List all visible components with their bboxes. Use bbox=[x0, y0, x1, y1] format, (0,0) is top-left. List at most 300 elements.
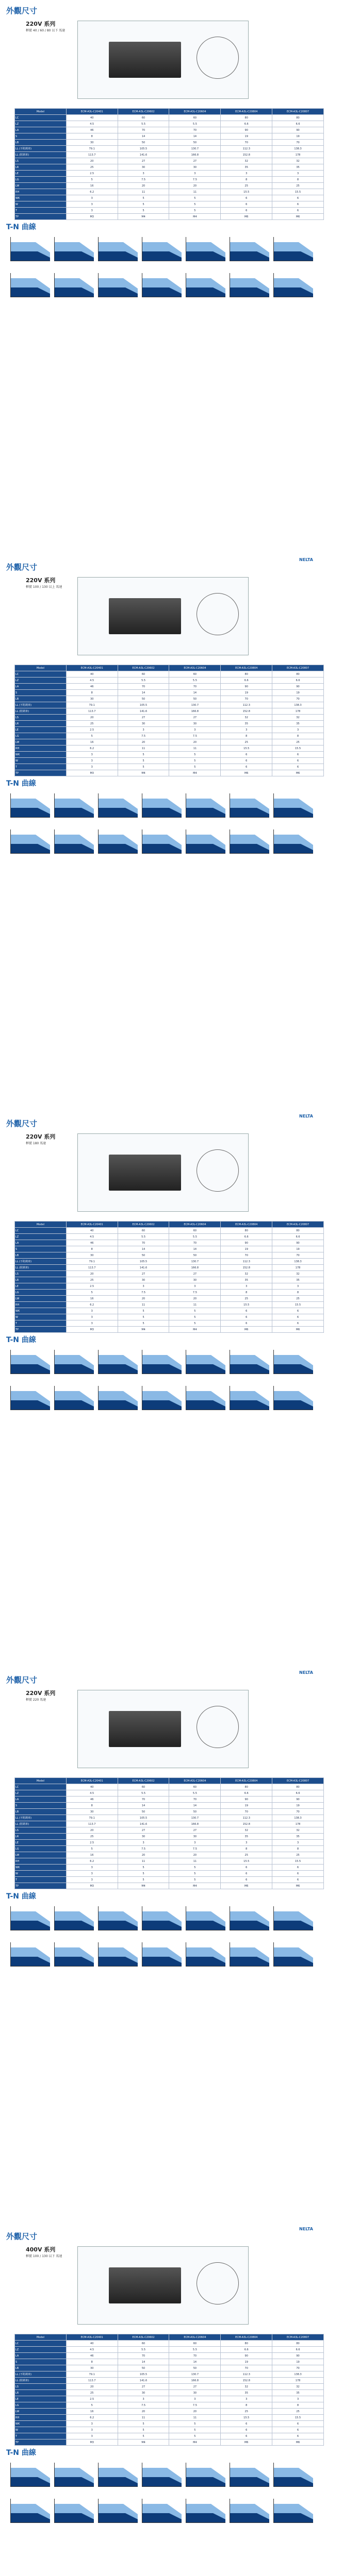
table-cell: 166.8 bbox=[169, 1265, 221, 1271]
table-header-cell: ECM-A3L-C20401 bbox=[66, 1778, 118, 1784]
table-cell: 112.3 bbox=[221, 702, 272, 708]
table-cell: 178 bbox=[272, 1265, 324, 1271]
table-cell: 105.5 bbox=[118, 1815, 169, 1821]
table-header-cell: ECM-A3L-C20401 bbox=[66, 1222, 118, 1228]
table-cell: 6.2 bbox=[66, 189, 118, 195]
table-row bbox=[15, 177, 324, 183]
table-row bbox=[15, 1314, 324, 1320]
table-cell: 6 bbox=[272, 2427, 324, 2433]
table-cell: 6 bbox=[272, 1308, 324, 1314]
table-row bbox=[15, 715, 324, 721]
table-row bbox=[15, 690, 324, 696]
table-cell: M6 bbox=[221, 1883, 272, 1889]
table-header-cell: ECM-A3L-C20804 bbox=[221, 1222, 272, 1228]
table-cell: 50 bbox=[118, 1809, 169, 1815]
tn-curve-row bbox=[10, 237, 313, 261]
table-cell: 11 bbox=[118, 1302, 169, 1308]
table-row bbox=[15, 1815, 324, 1821]
table-cell: 90 bbox=[272, 2353, 324, 2359]
table-cell: 8 bbox=[221, 1290, 272, 1296]
table-cell: 15.5 bbox=[272, 2415, 324, 2421]
table-cell: 6 bbox=[272, 758, 324, 764]
table-header-cell: Model bbox=[15, 1778, 67, 1784]
row-label: WK bbox=[15, 195, 67, 201]
tn-curve-plot bbox=[55, 829, 94, 853]
table-cell: 11 bbox=[169, 1858, 221, 1865]
table-row bbox=[15, 208, 324, 214]
table-cell: 5.5 bbox=[169, 677, 221, 684]
table-row bbox=[15, 1871, 324, 1877]
table-cell: 3 bbox=[66, 195, 118, 201]
table-cell: 80 bbox=[221, 1784, 272, 1790]
tn-curve-plot bbox=[11, 1942, 50, 1966]
tn-curve-plot bbox=[274, 237, 313, 261]
motor-body-drawing bbox=[109, 2267, 181, 2303]
table-cell: 79.1 bbox=[66, 1259, 118, 1265]
tn-curve-chart bbox=[54, 829, 94, 854]
table-cell: 2.5 bbox=[66, 1283, 118, 1290]
table-cell: 70 bbox=[221, 696, 272, 702]
row-label: LR bbox=[15, 721, 67, 727]
table-cell: 60 bbox=[169, 115, 221, 121]
table-cell: M3 bbox=[66, 1883, 118, 1889]
table-row bbox=[15, 684, 324, 690]
tn-curve-chart bbox=[186, 2463, 225, 2487]
table-cell: M6 bbox=[221, 2439, 272, 2446]
table-row bbox=[15, 1797, 324, 1803]
table-cell: 35 bbox=[221, 1834, 272, 1840]
tn-curve-plot bbox=[99, 793, 138, 817]
table-cell: M6 bbox=[272, 770, 324, 776]
table-cell: 113.7 bbox=[66, 1265, 118, 1271]
table-row bbox=[15, 702, 324, 708]
table-cell: 3 bbox=[272, 727, 324, 733]
tn-curve-chart bbox=[230, 273, 269, 297]
table-cell: 5 bbox=[169, 1314, 221, 1320]
row-label: W bbox=[15, 758, 67, 764]
table-cell: 50 bbox=[169, 140, 221, 146]
table-cell: 6.6 bbox=[221, 121, 272, 127]
tn-curve-chart bbox=[142, 1386, 182, 1410]
table-cell: 70 bbox=[272, 140, 324, 146]
table-row bbox=[15, 696, 324, 702]
table-cell: 6 bbox=[221, 752, 272, 758]
table-cell: 7.5 bbox=[118, 177, 169, 183]
table-cell: 27 bbox=[169, 715, 221, 721]
table-row bbox=[15, 1883, 324, 1889]
table-cell: 5.5 bbox=[169, 2347, 221, 2353]
table-cell: 70 bbox=[169, 127, 221, 133]
tn-curve-plot bbox=[11, 1906, 50, 1930]
table-cell: 166.8 bbox=[169, 708, 221, 715]
table-cell: 46 bbox=[66, 1797, 118, 1803]
tn-curve-plot bbox=[186, 237, 225, 261]
tn-curve-chart bbox=[230, 1942, 269, 1967]
tn-curve-chart bbox=[186, 1386, 225, 1410]
table-cell: 70 bbox=[169, 1797, 221, 1803]
tn-curve-chart bbox=[273, 1386, 313, 1410]
tn-curve-chart bbox=[10, 793, 50, 818]
tn-curve-plot bbox=[142, 1906, 182, 1930]
table-cell: 6 bbox=[221, 2421, 272, 2427]
table-header-cell: ECM-A3L-C20602 bbox=[118, 665, 169, 671]
table-cell: 138.3 bbox=[272, 702, 324, 708]
table-cell: 32 bbox=[272, 1827, 324, 1834]
row-label: S bbox=[15, 1803, 67, 1809]
tn-curve-plot bbox=[186, 1906, 225, 1930]
table-cell: 70 bbox=[169, 684, 221, 690]
table-header-cell: ECM-A3L-C20807 bbox=[272, 1778, 324, 1784]
table-cell: 70 bbox=[221, 1809, 272, 1815]
table-cell: 130.7 bbox=[169, 2371, 221, 2378]
table-cell: 90 bbox=[221, 1240, 272, 1246]
tn-curve-row bbox=[10, 1906, 313, 1930]
table-cell: 6.2 bbox=[66, 745, 118, 752]
table-cell: 11 bbox=[169, 2415, 221, 2421]
tn-curve-plot bbox=[55, 1350, 94, 1374]
table-row bbox=[15, 1803, 324, 1809]
tn-curve-chart bbox=[142, 237, 182, 261]
tn-curve-plot bbox=[274, 273, 313, 297]
table-header-cell: ECM-A3L-C20807 bbox=[272, 2334, 324, 2341]
tn-curve-chart bbox=[273, 2463, 313, 2487]
table-cell: 70 bbox=[169, 1240, 221, 1246]
table-cell: 25 bbox=[66, 2390, 118, 2396]
table-cell: 14 bbox=[169, 1246, 221, 1252]
row-label: LL (不附剎車) bbox=[15, 146, 67, 152]
row-label: TP bbox=[15, 2439, 67, 2446]
tn-curve-title: T-N 曲線 bbox=[6, 2449, 36, 2457]
table-cell: 25 bbox=[66, 1834, 118, 1840]
row-label: LL (不附剎車) bbox=[15, 2371, 67, 2378]
table-row bbox=[15, 2409, 324, 2415]
table-cell: 166.8 bbox=[169, 2378, 221, 2384]
table-cell: M4 bbox=[169, 1883, 221, 1889]
tn-curve-plot bbox=[99, 1386, 138, 1410]
table-cell: 46 bbox=[66, 1240, 118, 1246]
row-label: LC bbox=[15, 671, 67, 677]
tn-curve-chart bbox=[10, 1386, 50, 1410]
tn-curve-chart bbox=[186, 237, 225, 261]
table-cell: 5 bbox=[118, 1314, 169, 1320]
table-cell: 20 bbox=[66, 1271, 118, 1277]
tn-curve-plot bbox=[11, 1350, 50, 1374]
tn-curve-chart bbox=[186, 1906, 225, 1930]
tn-curve-row bbox=[10, 273, 313, 297]
table-cell: 19 bbox=[221, 2359, 272, 2365]
table-row bbox=[15, 1320, 324, 1327]
tn-curve-plot bbox=[142, 273, 182, 297]
row-label: WK bbox=[15, 752, 67, 758]
table-row bbox=[15, 733, 324, 739]
tn-curve-chart bbox=[98, 829, 138, 854]
table-cell: 15.5 bbox=[272, 189, 324, 195]
tn-curve-plot bbox=[11, 273, 50, 297]
table-cell: 60 bbox=[118, 115, 169, 121]
table-header-cell: ECM-A3L-C20804 bbox=[221, 665, 272, 671]
row-label: LC bbox=[15, 2341, 67, 2347]
series-label: 220V 系列 bbox=[26, 1690, 56, 1697]
table-row bbox=[15, 727, 324, 733]
table-header-cell: ECM-A3L-C20807 bbox=[272, 1222, 324, 1228]
motor-body-drawing bbox=[109, 598, 181, 634]
table-cell: 30 bbox=[66, 696, 118, 702]
table-cell: 50 bbox=[169, 2365, 221, 2371]
table-cell: 5.5 bbox=[118, 2347, 169, 2353]
row-label: LC bbox=[15, 1228, 67, 1234]
table-cell: 5 bbox=[118, 1308, 169, 1314]
tn-curve-chart bbox=[186, 2499, 225, 2523]
table-row bbox=[15, 1265, 324, 1271]
table-cell: 32 bbox=[221, 1827, 272, 1834]
table-cell: M6 bbox=[221, 770, 272, 776]
flange-drawing bbox=[197, 1149, 239, 1192]
tn-curve-chart bbox=[98, 2499, 138, 2523]
tn-curve-chart bbox=[230, 1906, 269, 1930]
tn-curve-row bbox=[10, 829, 313, 854]
table-cell: 3 bbox=[221, 1840, 272, 1846]
table-cell: 90 bbox=[221, 2353, 272, 2359]
table-cell: 20 bbox=[169, 2409, 221, 2415]
table-cell: 6.6 bbox=[221, 2347, 272, 2353]
table-cell: 25 bbox=[221, 2409, 272, 2415]
tn-curve-chart bbox=[230, 1386, 269, 1410]
table-cell: 80 bbox=[272, 2341, 324, 2347]
row-label: LB bbox=[15, 1809, 67, 1815]
row-label: LZ bbox=[15, 2347, 67, 2353]
series-subtitle: 框號 40 / 60 / 80 以下 馬達 bbox=[26, 29, 66, 32]
tn-curve-chart bbox=[142, 2499, 182, 2523]
table-row bbox=[15, 2402, 324, 2409]
table-cell: 40 bbox=[66, 1784, 118, 1790]
tn-curve-plot bbox=[274, 1942, 313, 1966]
table-cell: 11 bbox=[118, 1858, 169, 1865]
tn-curve-plot bbox=[274, 793, 313, 817]
table-cell: 5 bbox=[66, 1290, 118, 1296]
table-cell: 5 bbox=[118, 2427, 169, 2433]
table-cell: 4.5 bbox=[66, 677, 118, 684]
table-row bbox=[15, 671, 324, 677]
row-label: LS bbox=[15, 1827, 67, 1834]
tn-curve-plot bbox=[186, 1350, 225, 1374]
table-header-cell: ECM-A3L-C20602 bbox=[118, 1222, 169, 1228]
table-cell: 166.8 bbox=[169, 1821, 221, 1827]
table-cell: 8 bbox=[221, 177, 272, 183]
table-cell: 19 bbox=[221, 133, 272, 140]
table-cell: 152.8 bbox=[221, 1821, 272, 1827]
table-cell: M3 bbox=[66, 2439, 118, 2446]
tn-curve-chart bbox=[10, 237, 50, 261]
row-label: W bbox=[15, 1314, 67, 1320]
table-cell: M3 bbox=[66, 770, 118, 776]
row-label: T bbox=[15, 2433, 67, 2439]
table-header-cell: Model bbox=[15, 665, 67, 671]
row-label: LL (附剎車) bbox=[15, 1821, 67, 1827]
row-label: WK bbox=[15, 2421, 67, 2427]
row-label: LB bbox=[15, 140, 67, 146]
table-cell: 15.5 bbox=[221, 2415, 272, 2421]
tn-curve-plot bbox=[99, 2463, 138, 2486]
table-cell: 14 bbox=[169, 2359, 221, 2365]
tn-curve-plot bbox=[11, 2463, 50, 2486]
table-cell: 25 bbox=[66, 1277, 118, 1283]
tn-curve-chart bbox=[98, 1942, 138, 1967]
table-header-cell: ECM-A3L-C20604 bbox=[169, 109, 221, 115]
table-row bbox=[15, 2365, 324, 2371]
table-cell: 6.6 bbox=[221, 1234, 272, 1240]
tn-curve-chart bbox=[273, 829, 313, 854]
table-header-cell: ECM-A3L-C20807 bbox=[272, 665, 324, 671]
row-label: LB bbox=[15, 2365, 67, 2371]
table-cell: 70 bbox=[272, 1252, 324, 1259]
tn-curve-title: T-N 曲線 bbox=[6, 1336, 36, 1344]
tn-curve-plot bbox=[186, 1386, 225, 1410]
row-label: LA bbox=[15, 684, 67, 690]
table-cell: 7.5 bbox=[118, 1846, 169, 1852]
table-cell: 30 bbox=[118, 721, 169, 727]
table-row bbox=[15, 2439, 324, 2446]
table-cell: 6 bbox=[221, 1308, 272, 1314]
table-header-cell: ECM-A3L-C20604 bbox=[169, 665, 221, 671]
table-row bbox=[15, 2421, 324, 2427]
table-row bbox=[15, 121, 324, 127]
table-row bbox=[15, 1246, 324, 1252]
tn-curve-plot bbox=[186, 793, 225, 817]
table-cell: 3 bbox=[272, 171, 324, 177]
table-cell: 70 bbox=[221, 2365, 272, 2371]
table-cell: 90 bbox=[272, 127, 324, 133]
row-label: TP bbox=[15, 770, 67, 776]
table-cell: 35 bbox=[221, 164, 272, 171]
row-label: LE bbox=[15, 1840, 67, 1846]
table-cell: 3 bbox=[118, 1283, 169, 1290]
tn-curve-plot bbox=[186, 829, 225, 853]
table-cell: 6.6 bbox=[272, 2347, 324, 2353]
small-delta-logo: NELTA bbox=[299, 2227, 313, 2231]
tn-curve-chart bbox=[142, 793, 182, 818]
tn-curve-title: T-N 曲線 bbox=[6, 1892, 36, 1901]
table-cell: 3 bbox=[169, 171, 221, 177]
table-cell: 138.3 bbox=[272, 1815, 324, 1821]
table-cell: 80 bbox=[221, 671, 272, 677]
table-cell: 32 bbox=[272, 158, 324, 164]
tn-curve-row bbox=[10, 793, 313, 818]
tn-curve-plot bbox=[230, 1906, 269, 1930]
table-cell: 50 bbox=[169, 1252, 221, 1259]
tn-curve-plot bbox=[11, 793, 50, 817]
table-row bbox=[15, 752, 324, 758]
table-row bbox=[15, 1308, 324, 1314]
series-label: 220V 系列 bbox=[26, 21, 56, 27]
table-cell: 3 bbox=[66, 1308, 118, 1314]
tn-curve-plot bbox=[99, 829, 138, 853]
table-cell: 19 bbox=[221, 1803, 272, 1809]
table-row bbox=[15, 764, 324, 770]
table-cell: 14 bbox=[118, 1803, 169, 1809]
table-cell: 14 bbox=[169, 1803, 221, 1809]
table-cell: 5 bbox=[169, 764, 221, 770]
tn-curve-chart bbox=[98, 237, 138, 261]
table-cell: 11 bbox=[118, 745, 169, 752]
table-cell: 19 bbox=[272, 1246, 324, 1252]
table-cell: 8 bbox=[272, 733, 324, 739]
tn-curve-row bbox=[10, 1942, 313, 1967]
table-cell: 15.5 bbox=[272, 1302, 324, 1308]
tn-curve-chart bbox=[98, 1386, 138, 1410]
row-label: RH bbox=[15, 1858, 67, 1865]
table-row bbox=[15, 721, 324, 727]
table-row bbox=[15, 164, 324, 171]
table-cell: 3 bbox=[272, 1840, 324, 1846]
tn-curve-chart bbox=[142, 1942, 182, 1967]
tn-curve-plot bbox=[142, 237, 182, 261]
table-row bbox=[15, 1827, 324, 1834]
table-cell: 112.3 bbox=[221, 146, 272, 152]
tn-curve-chart bbox=[54, 237, 94, 261]
table-cell: 30 bbox=[169, 2390, 221, 2396]
table-cell: 27 bbox=[118, 715, 169, 721]
flange-drawing bbox=[197, 593, 239, 635]
tn-curve-plot bbox=[11, 1386, 50, 1410]
table-row bbox=[15, 1809, 324, 1815]
table-cell: 152.8 bbox=[221, 2378, 272, 2384]
table-cell: 70 bbox=[118, 684, 169, 690]
tn-curve-plot bbox=[142, 829, 182, 853]
table-cell: 178 bbox=[272, 1821, 324, 1827]
row-label: LG bbox=[15, 1290, 67, 1296]
tn-curve-plot bbox=[230, 2463, 269, 2486]
table-cell: 70 bbox=[272, 2365, 324, 2371]
tn-curve-chart bbox=[98, 793, 138, 818]
row-label: LZ bbox=[15, 677, 67, 684]
table-cell: 5 bbox=[118, 201, 169, 208]
table-cell: 6 bbox=[272, 1320, 324, 1327]
table-cell: 50 bbox=[118, 2365, 169, 2371]
tn-curve-chart bbox=[142, 2463, 182, 2487]
table-cell: 60 bbox=[118, 2341, 169, 2347]
table-cell: 32 bbox=[272, 1271, 324, 1277]
table-cell: 8 bbox=[221, 1846, 272, 1852]
table-cell: 32 bbox=[272, 2384, 324, 2390]
row-label: LG bbox=[15, 1846, 67, 1852]
table-cell: 25 bbox=[272, 1296, 324, 1302]
table-cell: 113.7 bbox=[66, 2378, 118, 2384]
tn-curve-chart bbox=[186, 829, 225, 854]
table-cell: 3 bbox=[118, 1840, 169, 1846]
table-cell: 70 bbox=[221, 1252, 272, 1259]
table-cell: M3 bbox=[66, 1327, 118, 1333]
table-cell: 3 bbox=[118, 171, 169, 177]
table-cell: 70 bbox=[118, 127, 169, 133]
table-cell: 20 bbox=[169, 183, 221, 189]
tn-curve-plot bbox=[142, 2499, 182, 2522]
tn-curve-plot bbox=[142, 2463, 182, 2486]
table-cell: 30 bbox=[169, 164, 221, 171]
table-cell: 6 bbox=[272, 764, 324, 770]
table-cell: 138.3 bbox=[272, 2371, 324, 2378]
tn-curve-chart bbox=[142, 273, 182, 297]
table-row bbox=[15, 1784, 324, 1790]
table-cell: 141.6 bbox=[118, 708, 169, 715]
table-row bbox=[15, 195, 324, 201]
table-cell: 70 bbox=[118, 2353, 169, 2359]
table-cell: 20 bbox=[66, 715, 118, 721]
table-cell: 7.5 bbox=[169, 2402, 221, 2409]
row-label: S bbox=[15, 133, 67, 140]
table-cell: 5.5 bbox=[118, 677, 169, 684]
table-cell: 141.6 bbox=[118, 1265, 169, 1271]
tn-curve-plot bbox=[230, 1350, 269, 1374]
